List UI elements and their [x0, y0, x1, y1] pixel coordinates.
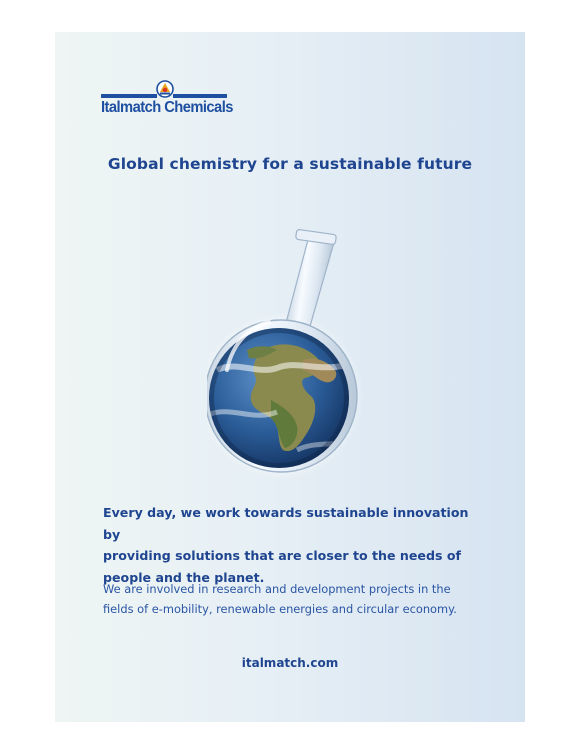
- lead-line: providing solutions that are closer to the needs of: [103, 548, 461, 563]
- logo-bar-left: [101, 94, 157, 98]
- brand-logo: [101, 80, 233, 120]
- page-headline: Global chemistry for a sustainable future: [107, 155, 473, 173]
- website-link[interactable]: italmatch.com: [241, 656, 339, 670]
- earth-in-flask-icon: [207, 200, 377, 485]
- logo-emblem-icon: [156, 80, 174, 98]
- body-line: fields of e-mobility, renewable energies and circular economy.: [103, 601, 457, 616]
- body-paragraph: [103, 580, 483, 619]
- body-line: We are involved in research and development projects in the: [103, 582, 451, 596]
- advertisement-page: [55, 32, 525, 722]
- lead-paragraph: [103, 502, 483, 588]
- lead-line: Every day, we work towards sustainable innovation by: [103, 505, 469, 542]
- brand-name: Italmatch Chemicals: [101, 99, 233, 116]
- lead-line: people and the planet.: [103, 569, 265, 585]
- logo-bar-right: [173, 94, 227, 98]
